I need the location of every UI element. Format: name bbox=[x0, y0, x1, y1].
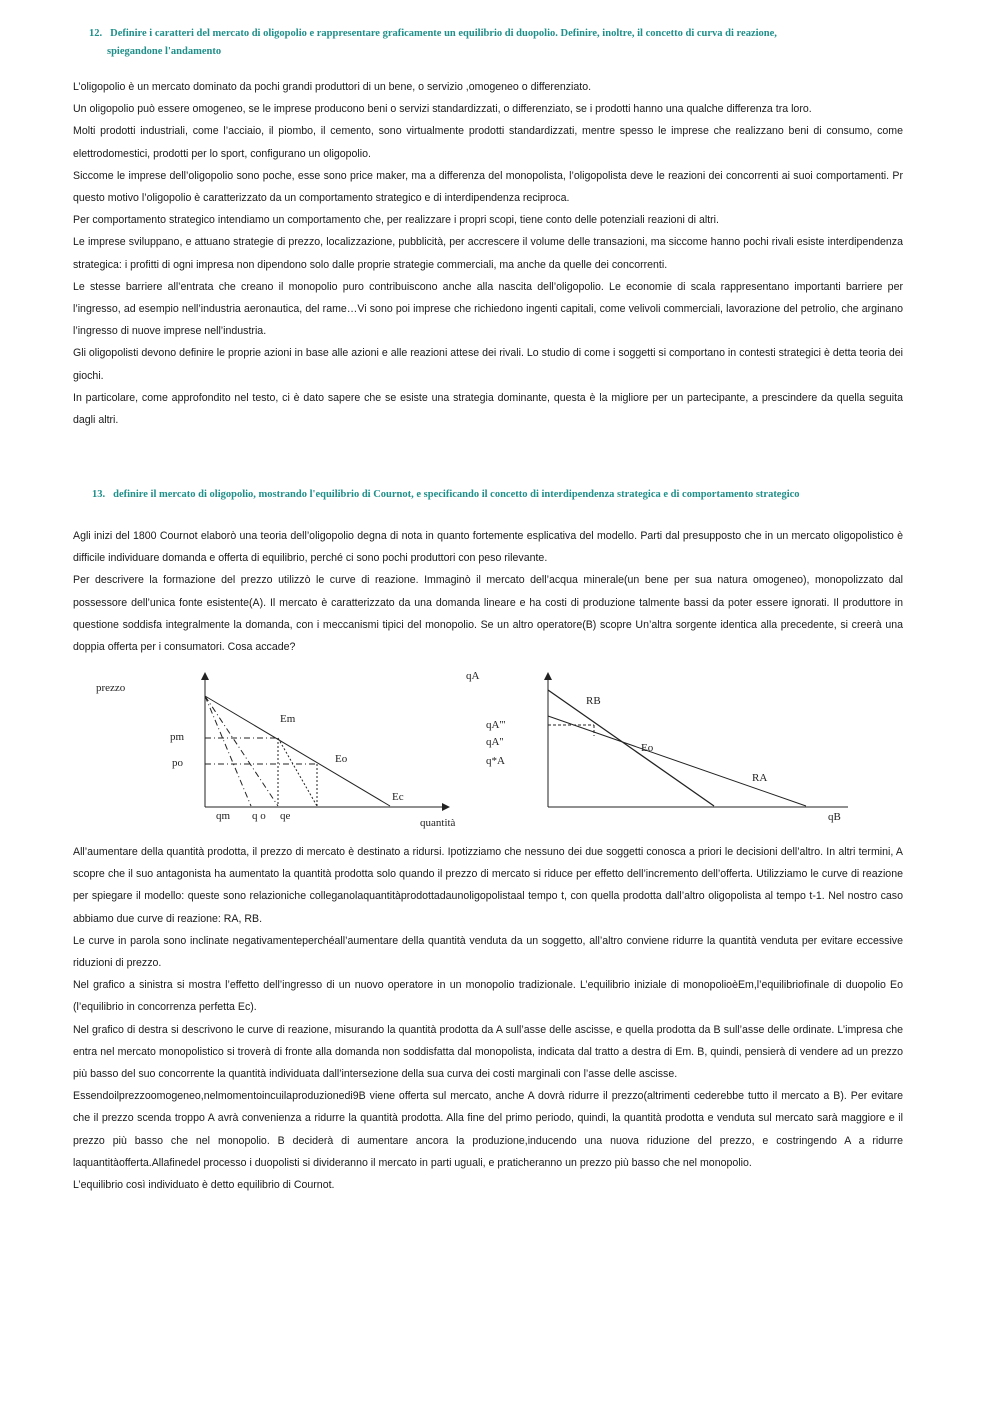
paragraph: Molti prodotti industriali, come l’acciaio, il piombo, il cemento, sono virtualmente prodotti standardizzati, mentre spesso le imprese che realizzano beni di consumo, come elettrodomestici, prodotti per lo sport, configurano un oligopolio. bbox=[73, 125, 903, 160]
paragraph: Siccome le imprese dell’oligopolio sono poche, esse sono price maker, ma a differenza del monopolista, l’oligopolista deve le reazioni dei concorrenti ai suoi comportamenti. Pr questo motivo l’oligopolio è caratterizzato da un comportamento strategico e di interdipendenza reciproca. bbox=[73, 169, 903, 205]
paragraph: Per comportamento strategico intendiamo un comportamento che, per realizzare i propri scopi, tiene conto delle potenziali reazioni di altri. bbox=[73, 214, 719, 227]
section-13-heading bbox=[92, 484, 912, 506]
section-13-intro bbox=[73, 525, 903, 658]
left-y-axis-label: prezzo bbox=[96, 682, 126, 694]
section-12-number: 12. bbox=[89, 28, 103, 39]
paragraph: Gli oligopolisti devono definire le proprie azioni in base alle azioni e alle reazioni attese dei rivali. Lo studio di come i soggetti si comportano in contesti strategici è detta teoria dei giochi. bbox=[73, 347, 903, 382]
paragraph: L’equilibrio così individuato è detto equilibrio di Cournot. bbox=[73, 1179, 335, 1192]
section-12-body bbox=[73, 76, 903, 431]
paragraph: In particolare, come approfondito nel testo, ci è dato sapere che se esiste una strategia dominante, questa è la migliore per un partecipante, a prescindere da quella seguita dagli altri. bbox=[73, 391, 903, 427]
paragraph: Le imprese sviluppano, e attuano strategie di prezzo, localizzazione, pubblicità, per accrescere il volume delle transazioni, ma siccome hanno pochi rivali esiste interdipendenza strategica: i profitti di ogni impresa non dipendono solo dalle proprie strategie commerciali, ma anche da quelle dei concorrenti. bbox=[73, 236, 903, 271]
right-y-axis-label: qA bbox=[466, 670, 480, 682]
qa2-label: qA'' bbox=[486, 736, 504, 748]
section-13-title: definire il mercato di oligopolio, mostrando l'equilibrio di Cournot, e specificando il concetto di interdipendenza strategica e di comportamento strategico bbox=[113, 489, 800, 500]
po-label: po bbox=[172, 757, 183, 769]
qe-label: qe bbox=[280, 810, 291, 822]
pm-label: pm bbox=[170, 731, 185, 743]
section-13-body bbox=[73, 841, 903, 1196]
figure-left bbox=[96, 676, 456, 829]
right-eo-label: Eo bbox=[641, 742, 654, 754]
marginal-revenue-duopoly bbox=[205, 696, 251, 806]
marginal-revenue-curve bbox=[205, 696, 278, 806]
paragraph: Essendoilprezzoomogeneo,nelmomentoincuilaproduzionedi9B viene offerta sul mercato, anche A dovrà ridurre il prezzo(altrimenti cederebbe tutto il mercato a B). Per evitare che il prezzo scenda troppo A avrà convenienza a ridurre la quantità prodotta. Alla fine del primo periodo, quindi, la quantità prodotta e venduta sul mercato sarà maggiore e il prezzo più basso che nel monopolio. B deciderà di aumentare ancora la produzione,inducendo una nuova riduzione del prezzo, e costringendo A a ridurre laquantitàofferta.Allafinedel processo i duopolisti si divideranno il mercato in parti uguali, e praticheranno un prezzo più basso che nel monopolio. bbox=[73, 1090, 903, 1169]
paragraph: Le curve in parola sono inclinate negativamenteperchéall’aumentare della quantità venduta da un soggetto, all’altro conviene ridurre la quantità venduta per evitare eccessive riduzioni di prezzo. bbox=[73, 934, 903, 970]
qo-label: q o bbox=[252, 810, 266, 822]
section-12-title-line2: spiegandone l'andamento bbox=[107, 46, 222, 57]
paragraph: Un oligopolio può essere omogeneo, se le imprese producono beni o servizi standardizzati, o differenziato, se i prodotti hanno una qualche differenza tra loro. bbox=[73, 103, 812, 116]
paragraph: Agli inizi del 1800 Cournot elaborò una teoria dell’oligopolio degna di nota in quanto fortemente esplicativa del modello. Parti dal presupposto che in un mercato oligopolistico è difficile individuare domanda e offerta di equilibrio, perché ci sono pochi produttori con peso rilevante. bbox=[73, 530, 903, 565]
demand-curve bbox=[205, 696, 390, 806]
ra-label: RA bbox=[752, 772, 768, 784]
figure-right bbox=[466, 670, 848, 823]
section-13-number: 13. bbox=[92, 489, 106, 500]
eo-label: Eo bbox=[335, 753, 348, 765]
section-12-title-line1: Definire i caratteri del mercato di oligopolio e rappresentare graficamente un equilibrio di duopolio. Definire, inoltre, il concetto di curva di reazione, bbox=[110, 28, 777, 39]
paragraph: Per descrivere la formazione del prezzo utilizzò le curve di reazione. Immaginò il mercato dell’acqua minerale(un bene per sua natura omogeneo), monopolizzato dal possessore dell’unica fonte esistente(A). Il mercato è caratterizzato da una domanda lineare e ha costi di produzione talmente bassi da poter essere ignorati. Il produttore in questione soddisfa integralmente la domanda, con i meccanismi tipici del monopolio. Se un altro operatore(B) scopre Un’altra sorgente identica alla precedente, si creerà una doppia offerta per i consumatori. Cosa accade? bbox=[73, 574, 903, 654]
qa3-label: qA''' bbox=[486, 719, 506, 731]
qm-label: qm bbox=[216, 810, 231, 822]
paragraph: All’aumentare della quantità prodotta, il prezzo di mercato è destinato a ridursi. Ipotizziamo che nessuno dei due soggetti conosca a priori le decisioni dell’altro. In altri termini, A scopre che il suo antagonista ha aumentato la quantità prodotta solo quando il prezzo di mercato si riduce per effetto dell’incremento dell’offerta. Utilizziamo le curve di reazione per spiegare il modello: queste sono relazioniche colleganolaquantitàprodottadaunoligopolistaal tempo t, con quella prodotta dall’altro oligopolista al tempo t-1. Nel nostro caso abbiamo due curve di reazione: RA, RB. bbox=[73, 846, 903, 925]
qa-star-label: q*A bbox=[486, 755, 505, 767]
cournot-figures bbox=[0, 660, 1000, 840]
rb-curve bbox=[548, 690, 714, 806]
paragraph: Nel grafico a sinistra si mostra l’effetto dell’ingresso di un nuovo operatore in un monopolio tradizionale. L’equilibrio iniziale di monopolioèEm,l’equilibriofinale di duopolio Eo (l’equilibrio in concorrenza perfetta Ec). bbox=[73, 979, 903, 1014]
ec-label: Ec bbox=[392, 791, 404, 803]
em-eo-guide bbox=[278, 738, 317, 806]
paragraph: L’oligopolio è un mercato dominato da pochi grandi produttori di un bene, o servizio ,omogeneo o differenziato. bbox=[73, 81, 592, 93]
left-x-axis-label: quantità bbox=[420, 817, 456, 829]
rb-label: RB bbox=[586, 695, 601, 707]
right-x-axis-label: qB bbox=[828, 811, 841, 823]
section-12-heading-cont bbox=[107, 41, 221, 63]
ra-curve bbox=[548, 716, 806, 806]
paragraph: Le stesse barriere all’entrata che creano il monopolio puro contribuiscono anche alla nascita dell’oligopolio. Le economie di scala rappresentano importanti barriere per l’ingresso, ad esempio nell’industria aeronautica, del rame…Vi sono poi imprese che richiedono ingenti capitali, come velivoli commerciali, lavorazione del petrolio, che arginano l’ingresso di nuove imprese nell’industria. bbox=[73, 280, 903, 338]
em-label: Em bbox=[280, 713, 296, 725]
paragraph: Nel grafico di destra si descrivono le curve di reazione, misurando la quantità prodotta da A sull’asse delle ascisse, e quella prodotta da B sull’asse delle ordinate. L’impresa che entra nel mercato monopolistico si troverà di fronte alla domanda non soddisfatta dal monopolista, indicata dal tratto a destra di Em. B, quindi, pensierà di vendere ad un prezzo più basso del suo concorrente la quantità individuata dall’intersezione della sua curva dei costi marginali con l’asse delle ascisse. bbox=[73, 1023, 903, 1081]
